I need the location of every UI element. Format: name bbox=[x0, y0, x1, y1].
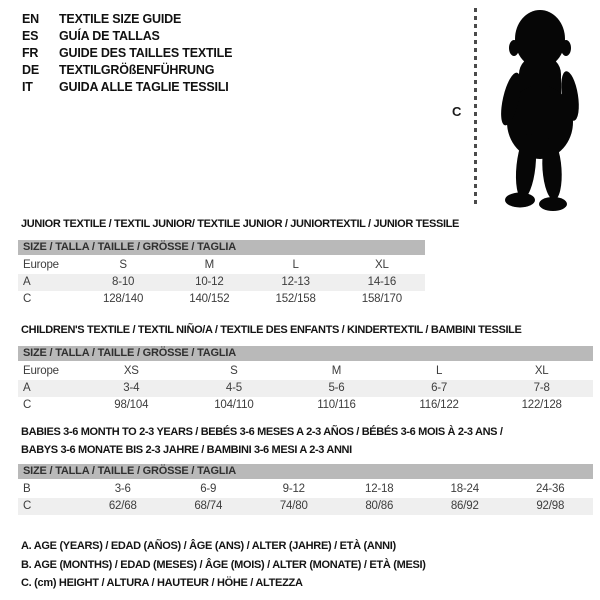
language-title-list bbox=[22, 11, 232, 96]
babies-section-title bbox=[21, 423, 503, 459]
language-code: DE bbox=[22, 63, 39, 77]
row-label-cell: Europe bbox=[23, 365, 59, 377]
size-cell: 3-6 bbox=[114, 483, 131, 495]
section-title-text: JUNIOR TEXTILE / TEXTIL JUNIOR/ TEXTILE JUNIOR / JUNIORTEXTIL / JUNIOR TESSILE bbox=[21, 218, 460, 230]
table-row bbox=[18, 380, 593, 397]
size-cell: 12-18 bbox=[365, 483, 394, 495]
size-cell: 12-13 bbox=[281, 276, 310, 288]
section-title-text: CHILDREN'S TEXTILE / TEXTIL NIÑO/A / TEXTILE DES ENFANTS / KINDERTEXTIL / BAMBINI TESSILE bbox=[21, 324, 522, 336]
size-cell: M bbox=[204, 259, 215, 271]
size-cell: S bbox=[230, 365, 238, 377]
row-label-cell: C bbox=[23, 500, 32, 512]
table-row bbox=[18, 481, 593, 498]
language-code: EN bbox=[22, 12, 39, 26]
row-label-cell: A bbox=[23, 276, 31, 288]
size-cell: 8-10 bbox=[112, 276, 135, 288]
language-code: FR bbox=[22, 46, 39, 60]
size-cell: 62/68 bbox=[108, 500, 137, 512]
size-cell: 104/110 bbox=[214, 399, 254, 411]
section-title-text: BABIES 3-6 MONTH TO 2-3 YEARS / BEBÉS 3-6 MESES A 2-3 AÑOS / BÉBÉS 3-6 MOIS À 2-3 ANS / bbox=[21, 426, 503, 438]
legend-notes bbox=[21, 537, 426, 593]
row-label-cell: B bbox=[23, 483, 31, 495]
table-row bbox=[18, 291, 425, 308]
row-label-cell: C bbox=[23, 399, 32, 411]
table-row bbox=[18, 274, 425, 291]
table-row bbox=[18, 257, 425, 274]
size-cell: M bbox=[331, 365, 342, 377]
size-cell: L bbox=[435, 365, 443, 377]
row-label-cell: A bbox=[23, 382, 31, 394]
size-cell: 68/74 bbox=[194, 500, 223, 512]
children-size-table bbox=[18, 346, 593, 414]
size-cell: XS bbox=[123, 365, 139, 377]
table-row bbox=[18, 363, 593, 380]
size-cell: 5-6 bbox=[328, 382, 345, 394]
height-measure-label: C bbox=[452, 104, 462, 119]
language-title: GUÍA DE TALLAS bbox=[59, 29, 160, 43]
legend-note-a: A. AGE (YEARS) / EDAD (AÑOS) / ÂGE (ANS) / ALTER (JAHRE) / ETÀ (ANNI) bbox=[21, 540, 396, 552]
junior-section-title bbox=[21, 215, 459, 233]
size-cell: 128/140 bbox=[103, 293, 144, 305]
size-cell: S bbox=[119, 259, 127, 271]
children-section-title bbox=[21, 321, 522, 339]
size-cell: 7-8 bbox=[533, 382, 550, 394]
size-cell: 86/92 bbox=[450, 500, 479, 512]
language-row bbox=[22, 62, 232, 79]
size-cell: 116/122 bbox=[419, 399, 459, 411]
size-cell: 14-16 bbox=[367, 276, 397, 288]
baby-silhouette-icon bbox=[492, 6, 594, 214]
legend-note-b: B. AGE (MONTHS) / EDAD (MESES) / ÂGE (MOIS) / ALTER (MONATE) / ETÀ (MESI) bbox=[21, 558, 426, 571]
language-code: IT bbox=[22, 80, 33, 94]
size-cell: 152/158 bbox=[275, 293, 316, 305]
size-cell: 3-4 bbox=[123, 382, 140, 394]
language-row bbox=[22, 79, 232, 96]
height-measure-figure bbox=[450, 4, 596, 216]
size-cell: 110/116 bbox=[317, 399, 356, 411]
size-cell: XL bbox=[534, 365, 549, 377]
language-title: TEXTILGRÖßENFÜHRUNG bbox=[59, 63, 215, 77]
size-cell: 18-24 bbox=[450, 483, 479, 495]
size-cell: 74/80 bbox=[279, 500, 308, 512]
size-header-bar: SIZE / TALLA / TAILLE / GRÖSSE / TAGLIA bbox=[18, 464, 593, 479]
size-cell: XL bbox=[375, 259, 389, 271]
junior-size-table bbox=[18, 240, 425, 308]
row-label-cell: Europe bbox=[23, 259, 59, 271]
language-row bbox=[22, 28, 232, 45]
section-title-text: BABYS 3-6 MONATE BIS 2-3 JAHRE / BAMBINI 3-6 MESI A 2-3 ANNI bbox=[21, 444, 352, 456]
size-header-bar: SIZE / TALLA / TAILLE / GRÖSSE / TAGLIA bbox=[18, 240, 425, 255]
language-row bbox=[22, 45, 232, 62]
language-title: TEXTILE SIZE GUIDE bbox=[59, 12, 182, 26]
height-dashed-line bbox=[474, 8, 477, 206]
table-row bbox=[18, 498, 593, 515]
size-cell: 6-9 bbox=[200, 483, 217, 495]
size-cell: 6-7 bbox=[431, 382, 448, 394]
size-cell: 4-5 bbox=[225, 382, 242, 394]
size-header-bar: SIZE / TALLA / TAILLE / GRÖSSE / TAGLIA bbox=[18, 346, 593, 361]
size-cell: 140/152 bbox=[189, 293, 230, 305]
size-cell: 92/98 bbox=[536, 500, 565, 512]
legend-note-c: C. (cm) HEIGHT / ALTURA / HAUTEUR / HÖHE / ALTEZZA bbox=[21, 577, 303, 589]
size-cell: 98/104 bbox=[114, 399, 149, 411]
language-title: GUIDE DES TAILLES TEXTILE bbox=[59, 46, 233, 60]
row-label-cell: C bbox=[23, 293, 32, 305]
language-row bbox=[22, 11, 232, 28]
size-cell: 80/86 bbox=[365, 500, 394, 512]
language-code: ES bbox=[22, 29, 39, 43]
size-cell: 122/128 bbox=[521, 399, 562, 411]
size-cell: 158/170 bbox=[361, 293, 402, 305]
language-title: GUIDA ALLE TAGLIE TESSILI bbox=[59, 80, 229, 94]
size-cell: 10-12 bbox=[195, 276, 224, 288]
table-row bbox=[18, 397, 593, 414]
babies-size-table bbox=[18, 464, 593, 515]
size-cell: 24-36 bbox=[536, 483, 565, 495]
size-cell: L bbox=[292, 259, 299, 271]
size-cell: 9-12 bbox=[282, 483, 305, 495]
